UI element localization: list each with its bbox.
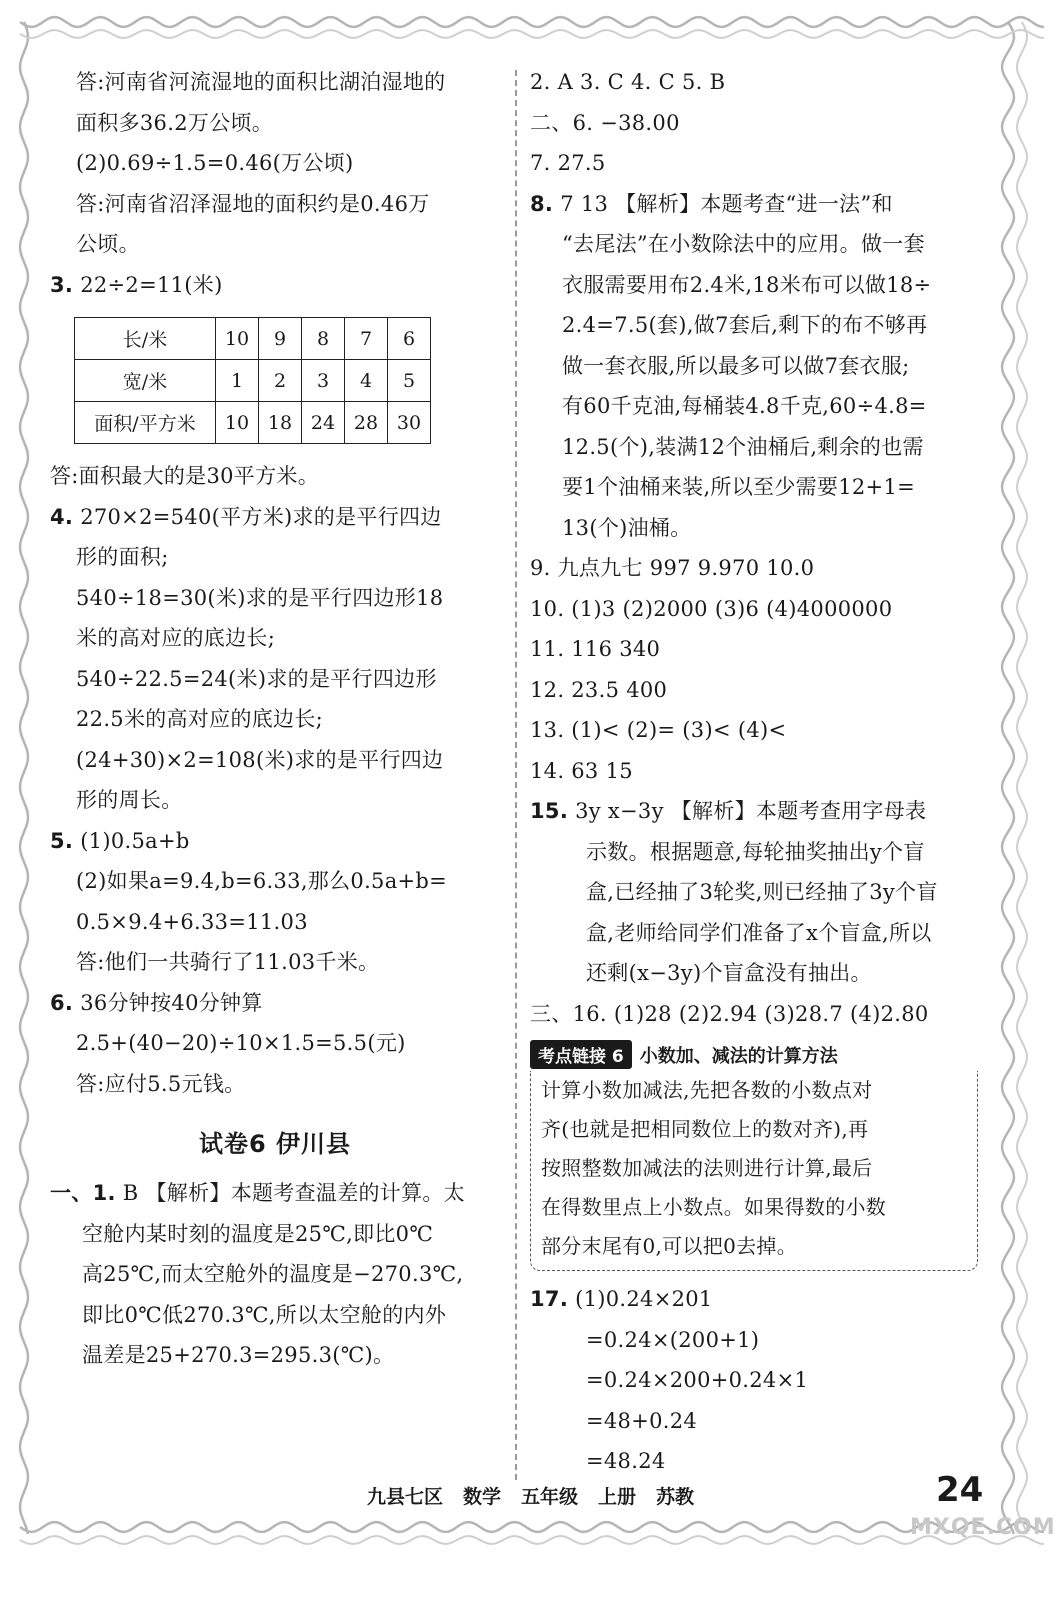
text-line: 在得数里点上小数点。如果得数的小数 xyxy=(541,1195,887,1219)
text-line: 答:他们一共骑行了11.03千米。 xyxy=(76,950,380,974)
text-line: (24+30)×2=108(米)求的是平行四边 xyxy=(76,747,444,772)
text-line: 温差是25+270.3=295.3(℃)。 xyxy=(82,1343,395,1367)
text-line: 按照整数加减法的法则进行计算,最后 xyxy=(541,1156,873,1180)
table-row xyxy=(75,402,431,444)
part2-question-6: 二、6. −38.00 xyxy=(530,110,680,135)
answer-text: 22÷2=11(米) xyxy=(80,272,223,297)
answer-text: B 【解析】本题考查温差的计算。太 xyxy=(122,1181,465,1205)
text-line: 540÷18=30(米)求的是平行四边形18 xyxy=(76,585,444,610)
question-11: 11. 116 340 xyxy=(530,637,661,661)
text-line: =0.24×(200+1) xyxy=(586,1327,760,1352)
text-line: 2.5+(40−20)÷10×1.5=5.5(元) xyxy=(76,1031,406,1055)
part3-question-16: 三、16. (1)28 (2)2.94 (3)28.7 (4)2.80 xyxy=(530,1001,929,1026)
text-line: 540÷22.5=24(米)求的是平行四边形 xyxy=(76,666,437,691)
table-cell: 8 xyxy=(302,318,345,360)
question-12: 12. 23.5 400 xyxy=(530,677,668,702)
text-line: 做一套衣服,所以最多可以做7套衣服; xyxy=(562,353,910,378)
text-line: 部分末尾有0,可以把0去掉。 xyxy=(541,1234,798,1258)
text-line: 空舱内某时刻的温度是25℃,即比0℃ xyxy=(82,1221,434,1246)
text-line: =0.24×200+0.24×1 xyxy=(586,1368,809,1392)
answer-block-q2 xyxy=(50,62,500,265)
answer-text: (1)0.24×201 xyxy=(575,1287,713,1311)
text-line: 衣服需要用布2.4米,18米布可以做18÷ xyxy=(562,272,932,297)
question-8-lines xyxy=(530,224,990,548)
question-9: 9. 九点九七 997 9.970 10.0 xyxy=(530,556,815,580)
page-number: 24 xyxy=(936,1470,984,1510)
table-cell: 30 xyxy=(388,402,431,444)
question-6 xyxy=(50,983,500,1024)
left-column xyxy=(50,62,500,1376)
text-line: 齐(也就是把相同数位上的数对齐),再 xyxy=(541,1117,869,1141)
footer-item: 五年级 xyxy=(520,1486,578,1508)
table-row xyxy=(75,318,431,360)
text-line: 答:应付5.5元钱。 xyxy=(76,1071,246,1096)
section-title: 试卷6 伊川县 xyxy=(198,1130,352,1158)
text-line: 形的周长。 xyxy=(76,788,183,812)
question-number: 6. xyxy=(50,990,74,1015)
row-header: 长/米 xyxy=(75,318,216,360)
table-cell: 10 xyxy=(216,402,259,444)
question-4-lines xyxy=(50,537,500,821)
text-line: 22.5米的高对应的底边长; xyxy=(76,707,324,731)
text-line: 有60千克油,每桶装4.8千克,60÷4.8= xyxy=(562,394,927,418)
watermark: MXQE.COM xyxy=(910,1515,1056,1540)
knowledge-link-box xyxy=(530,1071,978,1271)
text-line: (2)如果a=9.4,b=6.33,那么0.5a+b= xyxy=(76,869,448,893)
text-line: 2.4=7.5(套),做7套后,剩下的布不够再 xyxy=(562,313,928,337)
question-number: 3. xyxy=(50,272,74,297)
table-cell: 7 xyxy=(345,318,388,360)
table-cell: 28 xyxy=(345,402,388,444)
question-number: 15. xyxy=(530,799,569,823)
row-header: 面积/平方米 xyxy=(75,402,216,444)
answer-line: 答:河南省河流湿地的面积比湖泊湿地的 xyxy=(76,70,446,94)
question-number: 4. xyxy=(50,504,74,529)
text-line: 盒,老师给同学们准备了x个盲盒,所以 xyxy=(586,920,932,945)
question-5 xyxy=(50,821,500,862)
question-6-lines xyxy=(50,1023,500,1104)
column-divider xyxy=(515,70,517,1480)
question-number: 5. xyxy=(50,828,74,853)
question-number: 8. xyxy=(530,191,554,216)
footer-item: 九县七区 xyxy=(366,1486,443,1508)
table-cell: 18 xyxy=(259,402,302,444)
question-17 xyxy=(530,1279,990,1320)
part1-question-1 xyxy=(50,1173,500,1214)
text-line: =48+0.24 xyxy=(586,1408,698,1433)
knowledge-link-badge: 考点链接 6 xyxy=(530,1040,632,1069)
text-line: 米的高对应的底边长; xyxy=(76,626,276,650)
question-7: 7. 27.5 xyxy=(530,151,606,175)
question-15 xyxy=(530,791,990,832)
answers-2-5: 2. A 3. C 4. C 5. B xyxy=(530,70,726,94)
text-line: 12.5(个),装满12个油桶后,剩余的也需 xyxy=(562,434,924,459)
text-line: 还剩(x−3y)个盲盒没有抽出。 xyxy=(586,961,872,985)
answer-line: 公顷。 xyxy=(76,232,140,256)
dimension-table xyxy=(74,317,431,444)
table-cell: 1 xyxy=(216,360,259,402)
text-line: “去尾法”在小数除法中的应用。做一套 xyxy=(562,232,925,256)
question-17-lines xyxy=(530,1320,990,1482)
text-line: 0.5×9.4+6.33=11.03 xyxy=(76,909,308,934)
table-row xyxy=(75,360,431,402)
table-cell: 24 xyxy=(302,402,345,444)
footer-item: 数学 xyxy=(462,1486,501,1508)
question-13: 13. (1)< (2)= (3)< (4)< xyxy=(530,718,787,742)
footer-item: 上册 xyxy=(598,1486,637,1508)
text-line: 示数。根据题意,每轮抽奖抽出y个盲 xyxy=(586,839,925,864)
part1-question-1-lines xyxy=(50,1214,500,1376)
table-cell: 4 xyxy=(345,360,388,402)
question-14: 14. 63 15 xyxy=(530,758,633,783)
text-line: 要1个油桶来装,所以至少需要12+1= xyxy=(562,475,916,499)
question-5-lines xyxy=(50,861,500,983)
text-line: 盒,已经抽了3轮奖,则已经抽了3y个盲 xyxy=(586,880,938,904)
table-cell: 5 xyxy=(388,360,431,402)
answer-text: 270×2=540(平方米)求的是平行四边 xyxy=(80,504,442,529)
answer-line: 面积多36.2万公顷。 xyxy=(76,110,274,135)
text-line: =48.24 xyxy=(586,1449,666,1473)
question-3 xyxy=(50,265,500,306)
question-number: 一、1. xyxy=(50,1181,116,1205)
answer-line: (2)0.69÷1.5=0.46(万公顷) xyxy=(76,151,354,175)
table-cell: 6 xyxy=(388,318,431,360)
knowledge-link-title: 小数加、减法的计算方法 xyxy=(639,1045,838,1067)
table-cell: 3 xyxy=(302,360,345,402)
footer-info xyxy=(0,1482,1061,1509)
table-cell: 9 xyxy=(259,318,302,360)
text-line: 计算小数加减法,先把各数的小数点对 xyxy=(541,1078,873,1102)
answer-text: 36分钟按40分钟算 xyxy=(80,990,263,1015)
text-line: 形的面积; xyxy=(76,545,169,569)
answer-text: 3y x−3y 【解析】本题考查用字母表 xyxy=(575,799,927,823)
row-header: 宽/米 xyxy=(75,360,216,402)
table-cell: 10 xyxy=(216,318,259,360)
question-15-lines xyxy=(530,832,990,994)
table-cell: 2 xyxy=(259,360,302,402)
question-number: 17. xyxy=(530,1287,569,1311)
question-3-answer: 答:面积最大的是30平方米。 xyxy=(50,464,319,488)
right-column xyxy=(530,62,990,1482)
answer-text: 7 13 【解析】本题考查“进一法”和 xyxy=(560,191,893,216)
question-4 xyxy=(50,497,500,538)
text-line: 高25℃,而太空舱外的温度是−270.3℃, xyxy=(82,1262,464,1286)
footer-item: 苏教 xyxy=(656,1486,695,1508)
text-line: 即比0℃低270.3℃,所以太空舱的内外 xyxy=(82,1302,447,1327)
answer-line: 答:河南省沼泽湿地的面积约是0.46万 xyxy=(76,191,430,216)
question-10: 10. (1)3 (2)2000 (3)6 (4)4000000 xyxy=(530,596,893,621)
question-8 xyxy=(530,184,990,225)
text-line: 13(个)油桶。 xyxy=(562,515,692,540)
answer-text: (1)0.5a+b xyxy=(80,828,190,853)
knowledge-link-header xyxy=(530,1040,990,1069)
